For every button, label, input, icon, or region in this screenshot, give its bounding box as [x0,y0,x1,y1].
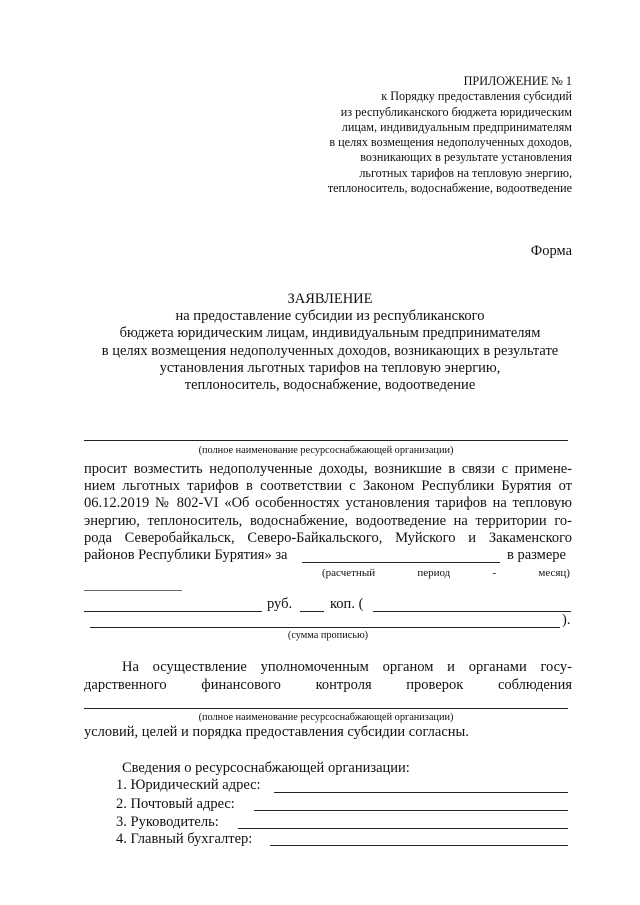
org-name-caption: (полное наименование ресурсоснабжающей организации) [198,445,454,456]
request-line: просит возместить недополученные доходы, возникшие в связи с примене- [84,461,572,477]
appendix-header [328,74,572,196]
amount-separator [84,590,182,591]
consent-after: условий, целей и порядка предоставления субсидии согласны. [84,724,469,740]
consent-paragraph [84,659,572,694]
amount-words-field-2[interactable] [90,627,560,628]
amount-kop-field[interactable] [300,611,324,612]
rub-label: руб. [267,596,293,612]
kop-label: коп. ( [330,596,364,612]
title-line: бюджета юридическим лицам, индивидуальным предпринимателям [119,325,541,342]
period-caption: (расчетный период - месяц) [322,567,570,579]
consent-line: дарственного финансового контроля проверок соблюдения [84,677,572,694]
amount-close: ). [562,612,571,628]
consent-org-caption: (полное наименование ресурсоснабжающей организации) [198,712,454,723]
appendix-line: теплоноситель, водоснабжение, водоотведение [327,181,572,196]
request-line: нием льготных тарифов в соответствии с Законом Республики Бурятия от [84,478,572,495]
period-field[interactable] [302,562,500,563]
consent-line: На осуществление уполномоченным органом и органами госу- [122,659,572,675]
appendix-line: льготных тарифов на тепловую энергию, [359,165,572,180]
info-heading: Сведения о ресурсоснабжающей организации: [122,760,410,776]
request-line: 06.12.2019 № 802-VI «Об особенностях установления тарифов на тепловую [84,495,572,512]
appendix-line: возникающих в результате установления [360,150,572,165]
consent-org-field[interactable] [84,708,568,709]
request-last-suffix: в размере [507,547,566,563]
amount-words-field[interactable] [373,611,571,612]
accountant-field[interactable] [270,845,568,846]
legal-address-field[interactable] [274,792,568,793]
info-accountant-label: 4. Главный бухгалтер: [116,831,253,847]
info-director-label: 3. Руководитель: [116,814,219,830]
appendix-line: из республиканского бюджета юридическим [340,104,572,119]
appendix-line: ПРИЛОЖЕНИЕ № 1 [463,74,572,88]
form-label: Форма [530,243,572,259]
info-postal-address-label: 2. Почтовый адрес: [116,796,235,812]
appendix-line: лицам, индивидуальным предпринимателям [341,119,572,134]
request-line: энергию, теплоноситель, водоснабжение, водоотведение на территории го- [84,512,572,529]
postal-address-field[interactable] [254,810,568,811]
title-heading: ЗАЯВЛЕНИЕ [287,291,373,307]
amount-caption: (сумма прописью) [287,630,369,641]
title-line: на предоставление субсидии из республиканского [175,308,485,325]
title-line: теплоноситель, водоснабжение, водоотведение [184,377,476,394]
document-title [70,291,590,394]
director-field[interactable] [238,828,568,829]
appendix-line: к Порядку предоставления субсидий [381,89,572,104]
info-legal-address-label: 1. Юридический адрес: [116,777,261,793]
org-name-field[interactable] [84,440,568,441]
appendix-line: в целях возмещения недополученных доходов, [329,135,572,150]
title-line: установления льготных тарифов на тепловую энергию, [159,359,501,376]
request-line: рода Северобайкальск, Северо-Байкальского, Муйского и Закаменского [84,529,572,546]
amount-rub-field[interactable] [84,611,262,612]
request-paragraph [84,461,572,547]
title-line: в целях возмещения недополученных доходов, возникающих в результате [101,342,559,359]
request-last-prefix: районов Республики Бурятия» за [84,547,288,563]
